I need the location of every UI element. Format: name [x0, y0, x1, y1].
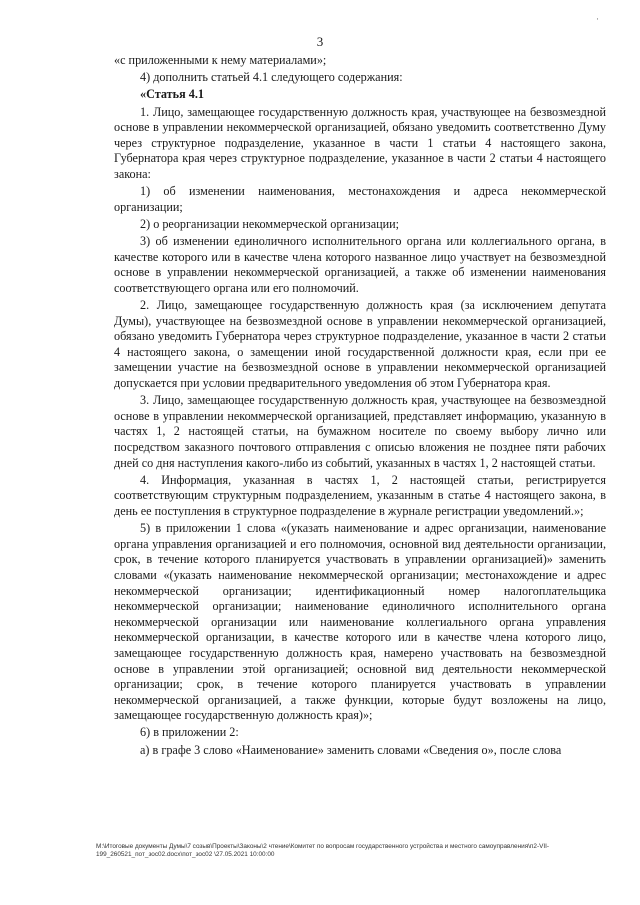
paragraph: 1. Лицо, замещающее государственную должность края, участвующее на безвозмездной основе в управлении некоммерческой организацией, обязано уведомить соответственно Думу через структурное подразделение, указанное в части 1 статьи 4 настоящего закона, Губернатора края через структурное подразделение, указанное в части 2 статьи 4 настоящего закона: [114, 104, 606, 181]
corner-mark: · [596, 14, 599, 24]
paragraph: 4. Информация, указанная в частях 1, 2 настоящей статьи, регистрируется соответствующим структурным подразделением, указанным в статье 4 настоящего закона, в день ее поступления в структурное подразделение в журнале регистрации уведомлений.»; [114, 472, 606, 518]
paragraph: 4) дополнить статьей 4.1 следующего содержания: [140, 70, 403, 85]
paragraph: 2) о реорганизации некоммерческой организации; [140, 216, 400, 231]
paragraph: 5) в приложении 1 слова «(указать наименование и адрес организации, наименование органа управления организацией и его полномочия, основной вид деятельности организации, срок, в течение которого планируется участвовать в управлении организацией)» заменить словами «(указать наименование некоммерческой организации; местонахождение и адрес некоммерческой организации; идентификационный номер налогоплательщика некоммерческой организации; наименование единоличного исполнительного органа некоммерческой организации или наименование коллегиального органа управления некоммерческой организации, в качестве которого или в качестве члена которого лицо, замещающее государственную должность края, намерено участвовать на безвозмездной основе в управлении этой организацией; основной вид деятельности некоммерческой организации; срок, в течение которого планируется участвовать в управлении некоммерческой организацией, а также функции, которые будут возложены на лицо, замещающее государственную должность края)»; [114, 521, 606, 723]
paragraph: 2. Лицо, замещающее государственную должность края (за исключением депутата Думы), участвующее на безвозмездной основе в управлении некоммерческой организацией, обязано уведомить Губернатора через структурное подразделение, указанное в части 2 статьи 4 настоящего закона, о замещении иной государственной должности края, если при ее замещении участие на безвозмездной основе в управлении некоммерческой организацией допускается при условии предварительного уведомления об этом Губернатора края. [114, 298, 606, 391]
document-body [114, 53, 606, 760]
article-heading: «Статья 4.1 [140, 87, 204, 102]
document-footer-path: M:\Итоговые документы Думы\7 созыв\Проекты\Законы\2 чтение\Комитет по вопросам государственного устройства и местного самоуправления\п2-VII-199_260521_пот_зос02.docx\пот_зос02 \27.05.2021 10:00:00 [96, 843, 550, 858]
paragraph: 3) об изменении единоличного исполнительного органа или коллегиального органа, в качестве которого или в качестве члена которого названное лицо участвует на безвозмездной основе в управлении некоммерческой организацией, а также об изменении наименования соответствующего органа или его полномочий. [114, 234, 606, 295]
paragraph: «с приложенными к нему материалами»; [114, 53, 327, 67]
page-number: 3 [316, 34, 324, 49]
paragraph: 1) об изменении наименования, местонахождения и адреса некоммерческой организации; [114, 184, 606, 214]
paragraph: 3. Лицо, замещающее государственную должность края, участвующее на безвозмездной основе в управлении некоммерческой организацией, представляет информацию, указанную в частях 1, 2 настоящей статьи, на бумажном носителе по своему выбору лично или посредством заказного почтового отправления с описью вложения не позднее пяти рабочих дней со дня наступления какого-либо из событий, указанных в частях 1, 2 настоящей статьи. [114, 393, 606, 470]
paragraph: а) в графе 3 слово «Наименование» заменить словами «Сведения о», после слова [140, 742, 562, 757]
paragraph: 6) в приложении 2: [140, 725, 239, 740]
